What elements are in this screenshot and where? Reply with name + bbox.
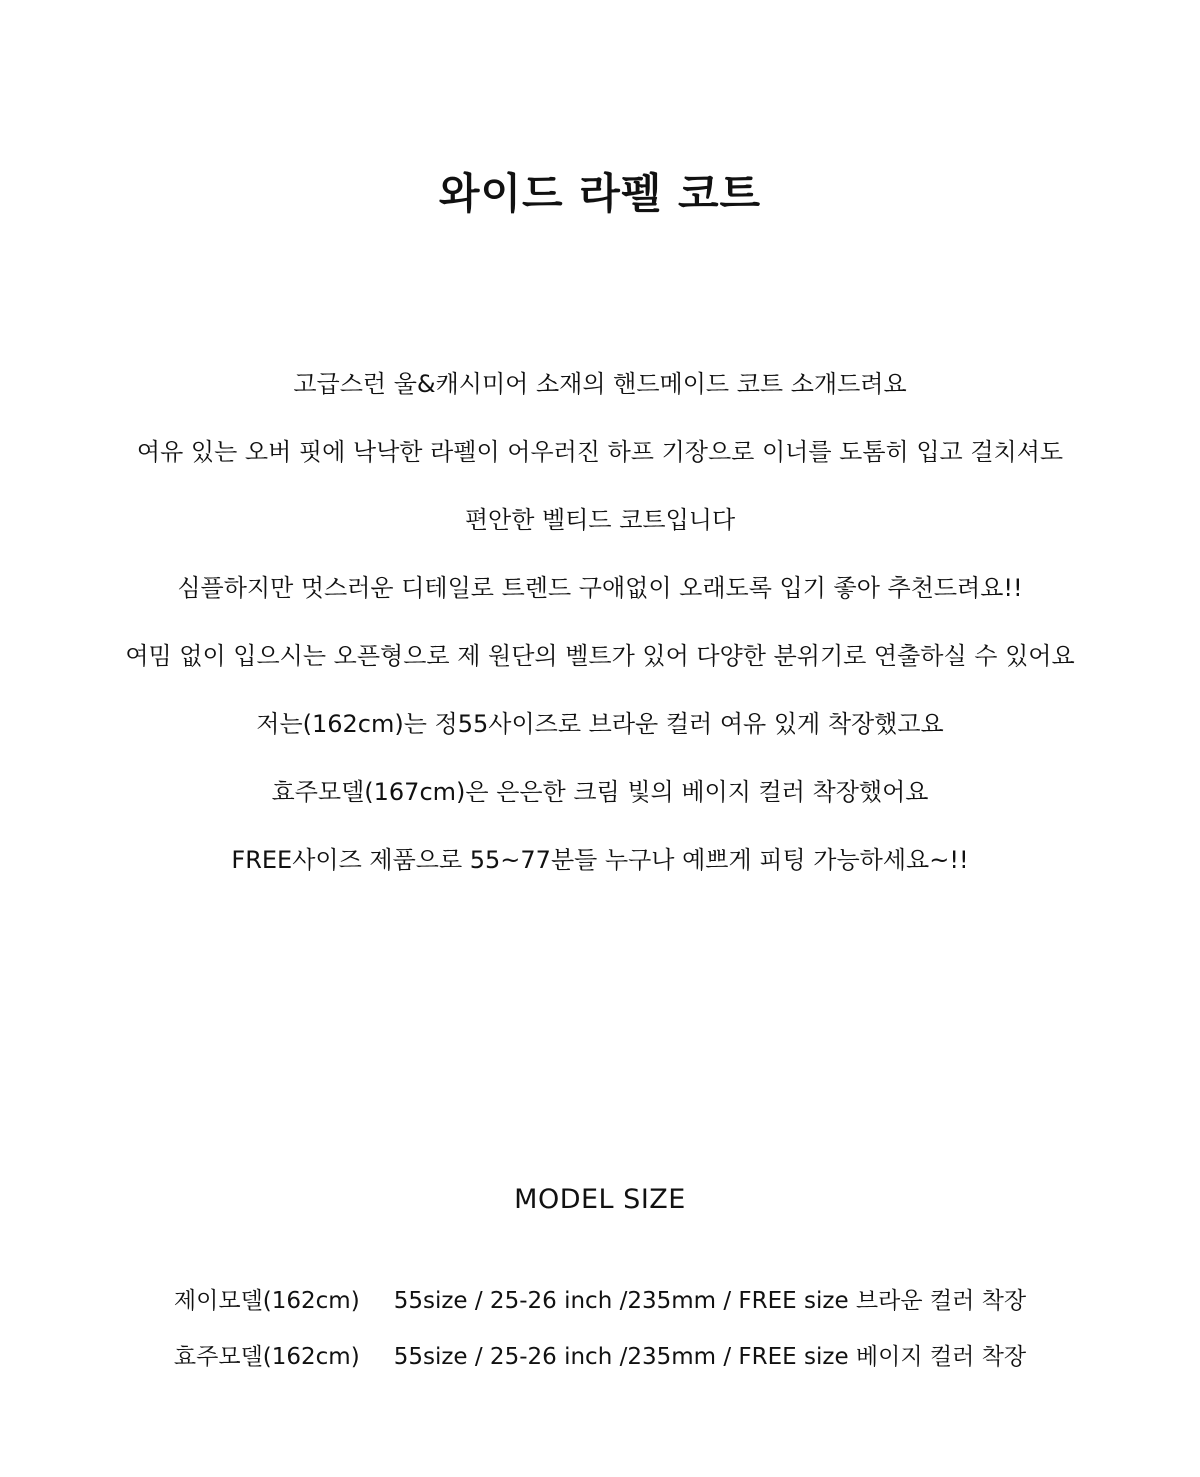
description-line: 여유 있는 오버 핏에 낙낙한 라펠이 어우러진 하프 기장으로 이너를 도톰히 입고 걸치셔도: [136, 438, 1064, 466]
product-description: [0, 350, 1200, 894]
description-line: 여밈 없이 입으시는 오픈형으로 제 원단의 벨트가 있어 다양한 분위기로 연출하실 수 있어요: [125, 642, 1075, 670]
model-size-row: [0, 1326, 1200, 1382]
description-line: 저는(162cm)는 정55사이즈로 브라운 컬러 여유 있게 착장했고요: [256, 710, 944, 738]
model-name: 제이모델(162cm): [173, 1287, 360, 1314]
model-size-row: [0, 1270, 1200, 1326]
page-title: 와이드 라펠 코트: [438, 169, 762, 219]
model-size-list: [0, 1270, 1200, 1382]
model-size-heading: MODEL SIZE: [514, 1184, 686, 1215]
model-name: 효주모델(162cm): [173, 1343, 360, 1370]
description-line: FREE사이즈 제품으로 55~77분들 누구나 예쁘게 피팅 가능하세요~!!: [231, 846, 969, 874]
description-line: 효주모델(167cm)은 은은한 크림 빛의 베이지 컬러 착장했어요: [271, 778, 929, 806]
description-line: 편안한 벨티드 코트입니다: [464, 506, 736, 534]
description-line: 심플하지만 멋스러운 디테일로 트렌드 구애없이 오래도록 입기 좋아 추천드려요!!: [177, 574, 1023, 602]
model-spec: 55size / 25-26 inch /235mm / FREE size 베이지 컬러 착장: [393, 1343, 1027, 1370]
description-line: 고급스런 울&캐시미어 소재의 핸드메이드 코트 소개드려요: [293, 370, 907, 398]
model-spec: 55size / 25-26 inch /235mm / FREE size 브라운 컬러 착장: [393, 1287, 1027, 1314]
